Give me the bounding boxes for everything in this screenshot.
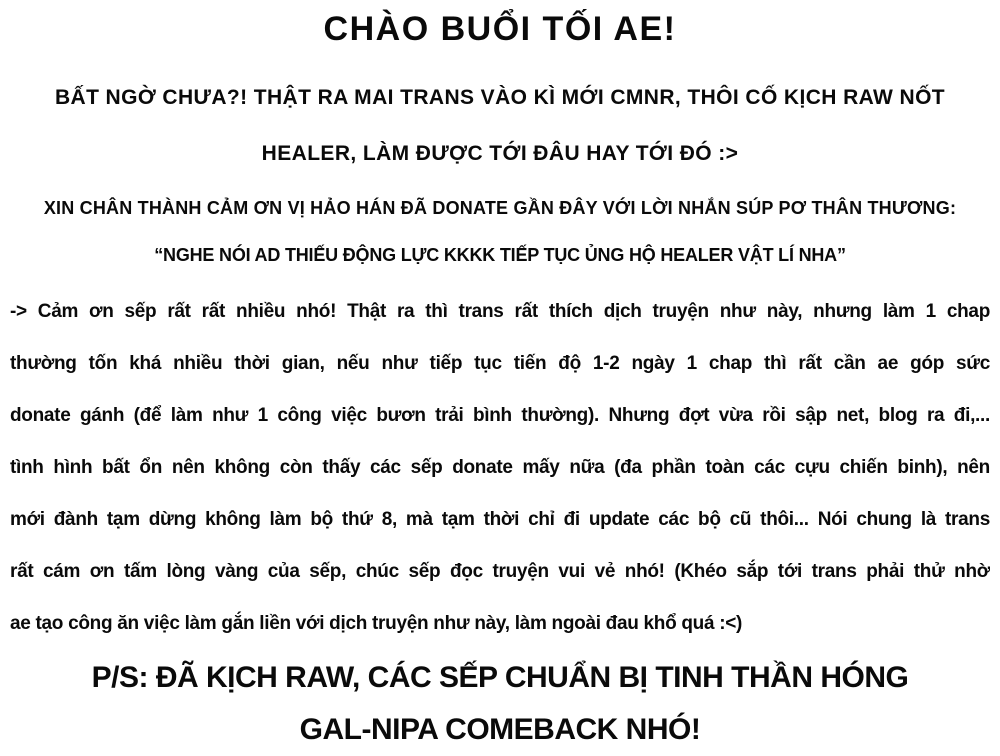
page-title: CHÀO BUỔI TỐI AE!	[323, 10, 677, 48]
intro-line-1: BẤT NGỜ CHƯA?! THẬT RA MAI TRANS VÀO KÌ MỚI CMNR, THÔI CỐ KỊCH RAW NỐT	[54, 86, 946, 109]
intro-line-2: HEALER, LÀM ĐƯỢC TỚI ĐÂU HAY TỚI ĐÓ :>	[261, 142, 739, 165]
reply-line-4: tình hình bất ổn nên không còn thấy các sếp donate mấy nữa (đa phần toàn các cựu chiến binh), nên	[10, 457, 990, 478]
reply-line-3: donate gánh (để làm như 1 công việc bươn trải bình thường). Nhưng đợt vừa rồi sập net, blog ra đi,...	[10, 405, 990, 426]
donor-thanks-line: XIN CHÂN THÀNH CẢM ƠN VỊ HẢO HÁN ĐÃ DONATE GẦN ĐÂY VỚI LỜI NHẮN SÚP PƠ THÂN THƯƠNG:	[43, 198, 957, 218]
reply-line-6: rất cám ơn tấm lòng vàng của sếp, chúc sếp đọc truyện vui vẻ nhó! (Khéo sắp tới trans phải thử nhờ	[10, 561, 990, 582]
ps-announcement	[10, 652, 990, 756]
reply-line-7: ae tạo công ăn việc làm gắn liền với dịch truyện như này, làm ngoài đau khổ quá :<)	[10, 613, 743, 634]
reply-line-5: mới đành tạm dừng không làm bộ thứ 8, mà tạm thời chỉ đi update các bộ cũ thôi... Nói chung là trans	[10, 509, 990, 530]
reply-paragraph	[10, 286, 990, 650]
ps-line-1: P/S: ĐÃ KỊCH RAW, CÁC SẾP CHUẨN BỊ TINH THẦN HÓNG	[91, 661, 909, 694]
ps-line-2: GAL-NIPA COMEBACK NHÓ!	[299, 713, 701, 746]
reply-line-1: -> Cảm ơn sếp rất rất nhiều nhó! Thật ra thì trans rất thích dịch truyện như này, nhưng làm 1 chap	[10, 301, 990, 322]
donor-message-quote: “NGHE NÓI AD THIẾU ĐỘNG LỰC KKKK TIẾP TỤC ỦNG HỘ HEALER VẬT LÍ NHA”	[154, 245, 846, 265]
reply-line-2: thường tốn khá nhiều thời gian, nếu như tiếp tục tiến độ 1-2 ngày 1 chap thì rất cần ae góp sức	[10, 353, 990, 374]
intro-block	[10, 70, 990, 182]
